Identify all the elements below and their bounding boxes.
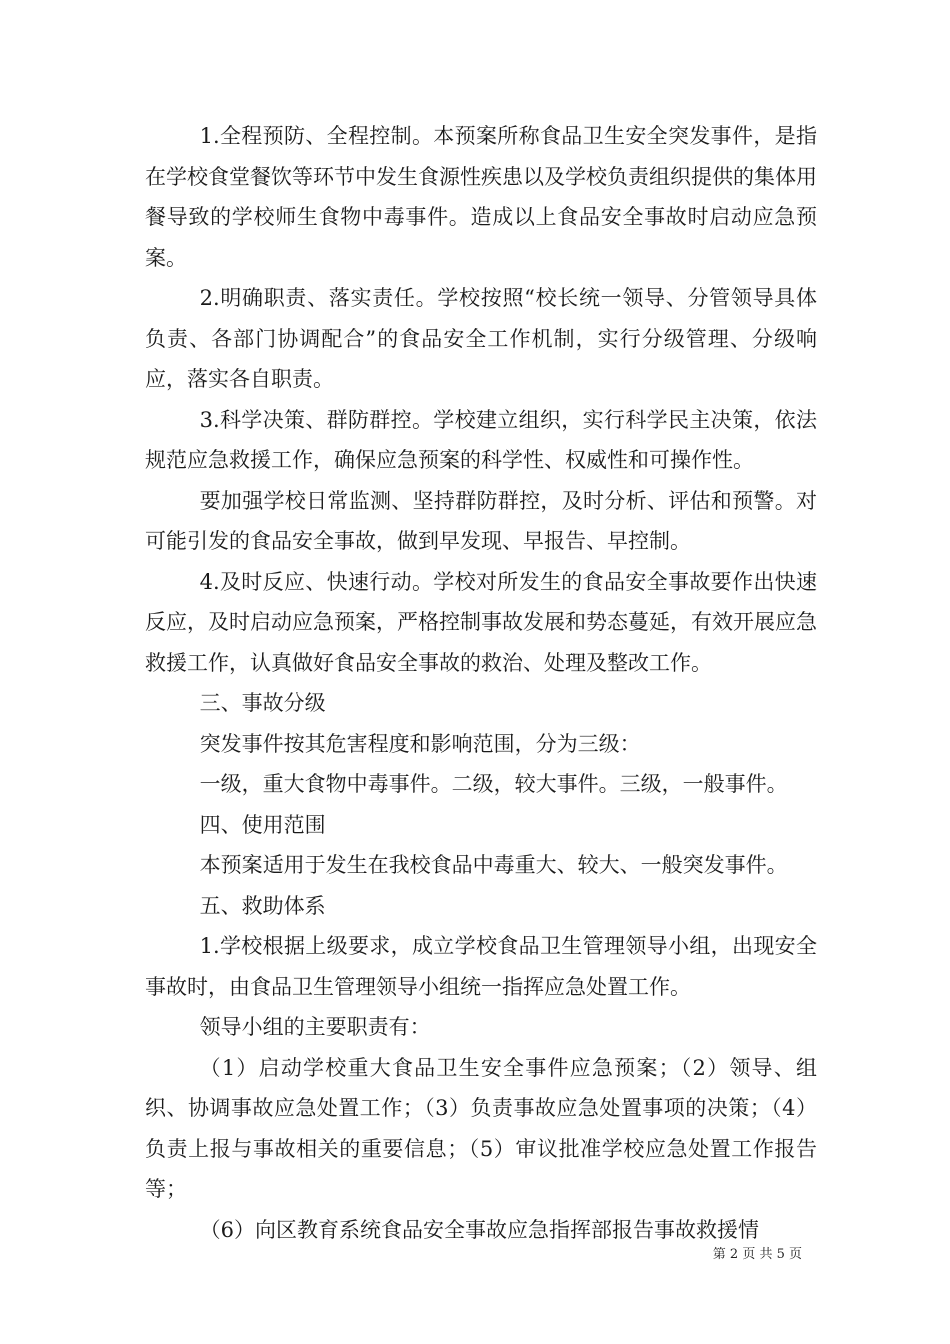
paragraph: 1.全程预防、全程控制。本预案所称食品卫生安全突发事件，是指在学校食堂餐饮等环节中发生食源性疾患以及学校负责组织提供的集体用餐导致的学校师生食物中毒事件。造成以上食品安全事故时启动应急预案。 [145,124,817,270]
paragraph: 一级，重大食物中毒事件。二级，较大事件。三级，一般事件。 [199,772,788,796]
section-heading: 四、使用范围 [199,812,326,837]
paragraph: 领导小组的主要职责有： [199,1015,431,1039]
document-body [145,116,817,1250]
paragraph: （1）启动学校重大食品卫生安全事件应急预案；（2）领导、组织、协调事故应急处置工作；（3）负责事故应急处置事项的决策；（4）负责上报与事故相关的重要信息；（5）审议批准学校应急处置工作报告等； [145,1055,817,1201]
paragraph: 本预案适用于发生在我校食品中毒重大、较大、一般突发事件。 [199,853,788,877]
paragraph: 要加强学校日常监测、坚持群防群控，及时分析、评估和预警。对可能引发的食品安全事故，做到早发现、早报告、早控制。 [145,488,817,553]
page-number: 第 2 页 共 5 页 [712,1247,802,1262]
paragraph: 突发事件按其危害程度和影响范围，分为三级： [199,731,641,756]
paragraph: 3.科学决策、群防群控。学校建立组织，实行科学民主决策，依法规范应急救援工作，确保应急预案的科学性、权威性和可操作性。 [145,407,817,472]
paragraph: 2.明确职责、落实责任。学校按照“校长统一领导、分管领导具体负责、各部门协调配合”的食品安全工作机制，实行分级管理、分级响应，落实各自职责。 [145,286,817,391]
paragraph: 1.学校根据上级要求，成立学校食品卫生管理领导小组，出现安全事故时，由食品卫生管理领导小组统一指挥应急处置工作。 [145,934,817,999]
paragraph: 4.及时反应、快速行动。学校对所发生的食品安全事故要作出快速反应，及时启动应急预案，严格控制事故发展和势态蔓延，有效开展应急救援工作，认真做好食品安全事故的救治、处理及整改工作。 [145,569,817,675]
paragraph: （6）向区教育系统食品安全事故应急指挥部报告事故救援情 [199,1217,759,1242]
section-heading: 五、救助体系 [199,893,326,918]
section-heading: 三、事故分级 [199,691,326,715]
